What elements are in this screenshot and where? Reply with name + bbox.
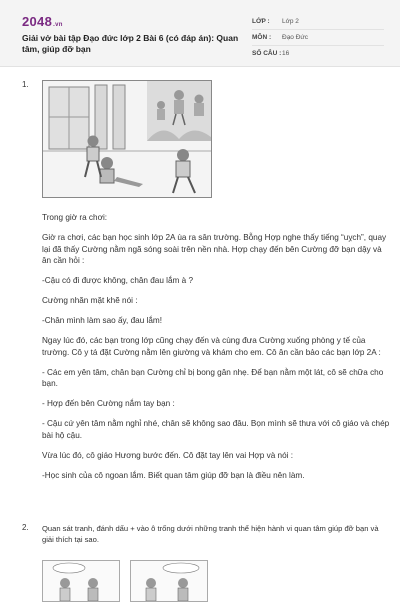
- story-paragraph: Trong giờ ra chơi:: [42, 213, 108, 222]
- story-paragraph: -Học sinh của cô ngoan lắm. Biết quan tâm giúp đỡ bạn là điều nên làm.: [42, 470, 305, 480]
- story-paragraph: -Cậu có đi được không, chân đau lắm à ?: [42, 276, 194, 285]
- info-table: [252, 14, 384, 61]
- info-row-subject: [252, 30, 384, 46]
- info-key: LỚP :: [252, 18, 270, 25]
- info-key: SỐ CÂU :: [252, 50, 282, 57]
- story-paragraph: Ngay lúc đó, các bạn trong lớp cũng chạy đến và cùng đưa Cường xuống phòng y tế của trường. Cô y tá đặt Cường nằm lên giường và khám cho em. Cô ân cần bảo các bạn lớp 2A :: [42, 336, 381, 357]
- illustration-drawing: [131, 561, 207, 601]
- story-paragraph: - Hợp đến bên Cường nắm tay bạn :: [42, 399, 175, 408]
- boys-with-bubble-illustration: [130, 560, 208, 602]
- site-logo[interactable]: 2048.vn: [22, 14, 63, 29]
- question-number: 2.: [22, 523, 29, 532]
- two-boys-talking-illustration: [42, 560, 120, 602]
- info-key: MÔN :: [252, 34, 272, 41]
- story-paragraph: - Cậu cứ yên tâm nằm nghỉ nhé, chân sẽ không sao đâu. Bọn mình sẽ thưa với cô giáo và chép bài hộ cậu.: [42, 419, 390, 440]
- info-row-grade: [252, 14, 384, 30]
- schoolyard-fall-illustration: [42, 80, 212, 198]
- story-paragraph: - Các em yên tâm, chân bạn Cường chỉ bị bong gân nhẹ. Để bạn nằm một lát, cô sẽ chữa cho bạn.: [42, 367, 384, 388]
- page-header: [0, 0, 400, 67]
- question-number: 1.: [22, 80, 29, 89]
- info-value: Lớp 2: [282, 18, 299, 25]
- info-row-count: [252, 46, 384, 61]
- story-paragraph: -Chân mình làm sao ấy, đau lắm!: [42, 316, 162, 325]
- story-text: [42, 212, 392, 490]
- illustration-drawing: [43, 561, 119, 601]
- illustration-drawing: [43, 81, 211, 197]
- story-paragraph: Vừa lúc đó, cô giáo Hương bước đến. Cô đặt tay lên vai Hợp và nói :: [42, 450, 294, 460]
- story-paragraph: Cường nhăn mặt khẽ nói :: [42, 296, 138, 305]
- info-value: Đạo Đức: [282, 34, 309, 41]
- info-value: 16: [282, 50, 290, 57]
- story-paragraph: Giờ ra chơi, các bạn học sinh lớp 2A ùa ra sân trường. Bỗng Hợp nghe thấy tiếng “uỵch”, quay lại đã thấy Cường nằm ngã sóng soài trên nền nhà. Hợp chạy đến bên Cường đỡ bạn dậy và ân cần hỏi :: [42, 233, 387, 265]
- question-prompt: Quan sát tranh, đánh dấu + vào ô trống dưới những tranh thể hiện hành vi quan tâm giúp đỡ bạn và giải thích tại sao.: [42, 524, 379, 544]
- page-title: Giải vở bài tập Đạo đức lớp 2 Bài 6 (có đáp án): Quan tâm, giúp đỡ bạn: [22, 33, 239, 54]
